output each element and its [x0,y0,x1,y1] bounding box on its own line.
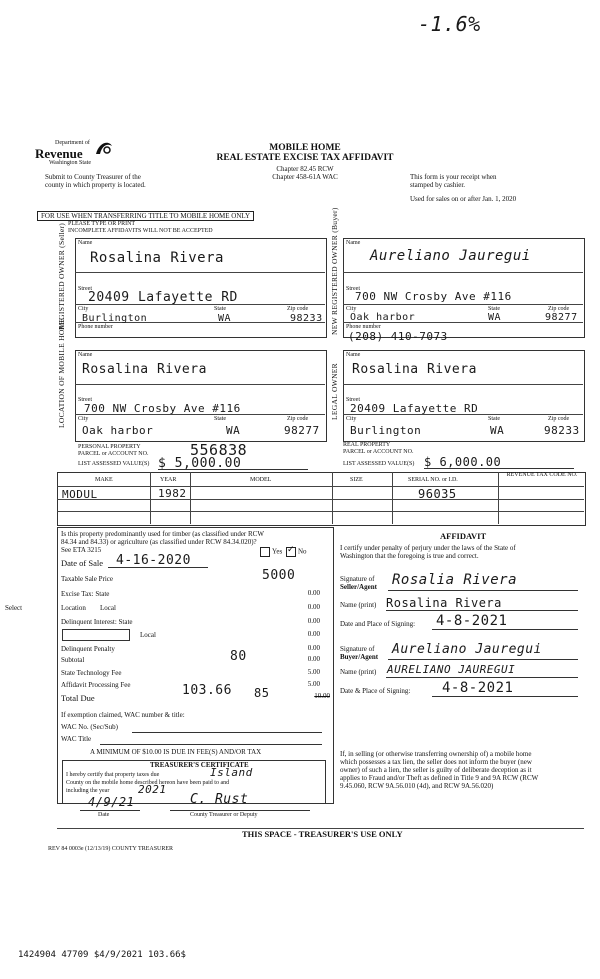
buyer-phone-label: Phone number [346,324,381,330]
legal-city-label: City [346,416,357,422]
logo-line-1: Department of [55,140,90,146]
seller-zip-label: Zip code [287,306,309,312]
location-zip: 98277 [284,424,320,437]
buyer-zip: 98277 [545,312,578,323]
delinquent-interest-local-value: 0.00 [307,630,320,638]
fraud-line-4: applies to Fraud and/or Theft as defined in Title 9 and 9A RCW (RCW [340,774,539,782]
treasurer-signature: C. Rust [190,792,249,807]
title-line-1: MOBILE HOME [269,143,341,153]
buyer-phone: (208) 410-7073 [348,330,448,343]
cashier-receipt-stamp: 1424904 47709 $4/9/2021 103.66$ [18,950,186,960]
total-due-label: Total Due [61,693,95,703]
buyer-zip-label: Zip code [548,306,570,312]
buyer-sig-label-1: Signature of [340,645,375,653]
select-label: Select [5,604,23,612]
seller-name-label: Name [78,240,93,246]
personal-property-line-2: PARCEL or ACCOUNT NO. [78,451,149,457]
fraud-notice [340,750,585,790]
buyer-state-label: State [488,306,500,312]
wac-title-label: WAC Title [61,735,92,743]
timber-question [61,530,264,554]
receipt-line-2: stamped by cashier. [410,181,466,189]
revenue-swoosh-icon [93,140,115,158]
buyer-date-place-label: Date & Place of Signing: [340,687,411,695]
location-street-label: Street [78,397,92,403]
legal-zip: 98233 [544,424,580,437]
seller-date-place-label: Date and Place of Signing: [340,620,416,628]
technology-fee-value: 5.00 [307,668,320,676]
chapter-1: Chapter 82.45 RCW [276,165,334,173]
treasurer-date-label: Date [98,812,110,818]
treasurer-county: Island [210,766,253,779]
timber-line-3: See ETA 3215 [61,546,102,554]
buyer-street: 700 NW Crosby Ave #116 [355,290,512,303]
wac-number-label: WAC No. (Sec/Sub) [61,723,118,731]
treasurer-title: TREASURER'S CERTIFICATE [150,761,249,769]
form-title [200,143,410,181]
dor-logo [35,140,125,167]
used-for-note: Used for sales on or after Jan. 1, 2020 [410,195,517,203]
table-header-make: MAKE [95,477,113,483]
seller-city-label: City [78,306,89,312]
real-assessed-label: LIST ASSESSED VALUE(S) [343,461,415,467]
seller-signing-date: 4-8-2021 [436,613,508,629]
form-revision-footer: REV 84 0003e (12/13/19) COUNTY TREASURER [48,846,174,852]
legal-side-label: LEGAL OWNER [330,363,339,420]
real-assessed-value: $ 6,000.00 [424,455,502,469]
buyer-print-name: AURELIANO JAUREGUI [387,663,516,676]
personal-assessed-label: LIST ASSESSED VALUE(S) [78,461,150,467]
seller-sig-label-1: Signature of [340,575,375,583]
buyer-street-label: Street [346,286,360,292]
timber-options [258,547,307,557]
logo-line-3: Washington State [49,160,92,166]
buyer-signing-date: 4-8-2021 [442,680,514,696]
legal-name-label: Name [346,352,361,358]
real-property-label [343,442,413,456]
personal-parcel-number: 556838 [190,441,248,459]
seller-street: 20409 Lafayette RD [88,290,238,305]
handwritten-percent-annotation: -1.6% [418,12,481,36]
affidavit-line-2: Washington that the foregoing is true and correct. [340,552,479,560]
timber-line-1: Is this property predominantly used for timber (as classified under RCW [61,530,264,538]
location-city-label: City [78,416,89,422]
buyer-name-signature: Aureliano Jauregui [370,248,531,264]
buyer-signature-label [340,645,378,661]
excise-local-label: Local [100,604,116,612]
receipt-note [410,173,516,203]
title-line-2: REAL ESTATE EXCISE TAX AFFIDAVIT [216,153,394,163]
excise-state-value: 0.00 [307,589,320,597]
delinquent-interest-local-label: Local [140,631,156,639]
seller-phone-label: Phone number [78,324,113,330]
buyer-city-label: City [346,306,357,312]
fraud-line-3: owner) of such a lien, the seller is guilty of deliberate deception as it [340,766,532,774]
legal-street-label: Street [346,397,360,403]
delinquent-interest-state-label: Delinquent Interest: State [61,618,133,626]
location-state: WA [226,424,241,437]
personal-property-label [78,444,148,458]
table-cell-year: 1982 [158,487,187,500]
legal-street: 20409 Lafayette RD [350,402,479,415]
seller-print-name: Rosalina Rivera [386,596,502,610]
treasurer-line-2: County on the mobile home described hereon have been paid to and [66,780,230,786]
exemption-label: If exemption claimed, WAC number & title: [61,711,185,719]
affidavit-statement [340,544,516,560]
seller-city: Burlington [82,313,148,324]
processing-fee-label: Affidavit Processing Fee [61,681,131,689]
excise-state-label: Excise Tax: State [61,590,110,598]
subtotal-handwritten: 80 [230,649,247,664]
seller-side-label: REGISTERED OWNER (Seller) [57,222,66,330]
seller-name: Rosalina Rivera [90,250,224,266]
taxable-sale-price: 5000 [262,568,296,583]
date-of-sale-label: Date of Sale [61,558,104,568]
fraud-line-1: If, in selling (or otherwise transferring ownership of) a mobile home [340,750,532,758]
transfer-note: FOR USE WHEN TRANSFERRING TITLE TO MOBILE HOME ONLY [37,211,254,221]
delinquent-penalty-label: Delinquent Penalty [61,645,115,653]
delinquent-interest-state-value: 0.00 [307,617,320,625]
type-note-1: PLEASE TYPE OR PRINT [68,221,136,227]
treasurer-line-1: I hereby certify that property taxes due [66,772,160,778]
legal-state-label: State [488,416,500,422]
local-code-input[interactable] [62,629,130,641]
timber-no-label: No [297,547,307,556]
total-due-handwritten: 103.66 [182,683,232,698]
date-of-sale: 4-16-2020 [116,553,191,568]
buyer-name-label: Name [346,240,361,246]
treasurer-use-only: THIS SPACE - TREASURER'S USE ONLY [242,829,403,839]
legal-state: WA [490,424,505,437]
logo-line-2: Revenue [35,146,83,161]
receipt-line-1: This form is your receipt when [410,173,497,181]
affidavit-line-1: I certify under penalty of perjury under the laws of the State of [340,544,516,552]
technology-fee-label: State Technology Fee [61,669,122,677]
timber-no-checkbox[interactable] [286,547,296,557]
taxable-sale-price-label: Taxable Sale Price [61,575,113,583]
treasurer-line-3: including the year [66,788,110,794]
table-cell-serial: 96035 [418,487,457,501]
treasurer-year: 2021 [138,783,167,796]
affidavit-title: AFFIDAVIT [440,531,487,541]
location-zip-label: Zip code [287,416,309,422]
location-city: Oak harbor [82,424,154,437]
submit-line-1: Submit to County Treasurer of the [45,173,141,181]
table-cell-make: MODUL [62,488,98,501]
treasurer-signature-label: County Treasurer or Deputy [190,812,258,818]
timber-yes-label: Yes [272,547,283,556]
location-name: Rosalina Rivera [82,362,207,377]
location-name-label: Name [78,352,93,358]
seller-signature-label [340,575,377,591]
fraud-line-2: which possesses a tax lien, the seller does not inform the buyer (new [340,758,532,766]
table-header-year: YEAR [160,477,177,483]
location-street: 700 NW Crosby Ave #116 [84,402,241,415]
personal-assessed-value: $ 5,000.00 [158,456,242,471]
table-header-serial: SERIAL NO. or I.D. [408,477,458,483]
seller-zip: 98233 [290,313,323,324]
excise-location-label: Location [61,604,86,612]
real-property-line-1: REAL PROPERTY [343,442,391,448]
legal-zip-label: Zip code [548,416,570,422]
table-header-size: SIZE [350,477,363,483]
buyer-signature: Aureliano Jauregui [392,642,542,657]
buyer-city: Oak harbor [350,312,416,323]
treasurer-date: 4/9/21 [88,795,135,809]
submit-line-2: county in which property is located. [45,181,146,189]
chapter-2: Chapter 458-61A WAC [272,173,338,181]
buyer-side-label: NEW REGISTERED OWNER (Buyer) [330,207,339,335]
delinquent-penalty-value: 0.00 [307,644,320,652]
processing-fee-value: 5.00 [307,680,320,688]
submit-note [45,173,146,189]
seller-state-label: State [214,306,226,312]
buyer-state: WA [488,312,502,323]
table-header-revenue-code: REVENUE TAX CODE NO. [506,472,578,478]
fee-handwritten: 85 [254,686,270,700]
real-property-line-2: PARCEL or ACCOUNT NO. [343,449,414,455]
timber-yes-checkbox[interactable] [260,547,270,557]
seller-state: WA [218,313,232,324]
location-side-label: LOCATION OF MOBILE HOME [57,317,66,428]
table-header-model: MODEL [250,477,272,483]
subtotal-label: Subtotal [61,656,85,664]
legal-name: Rosalina Rivera [352,362,477,377]
seller-street-label: Street [78,286,92,292]
fraud-line-5: 9.45.060, RCW 9A.56.010 (4d), and RCW 9A.56.020) [340,782,494,790]
personal-property-line-1: PERSONAL PROPERTY [78,444,141,450]
type-note-2: INCOMPLETE AFFIDAVITS WILL NOT BE ACCEPTED [68,228,213,234]
minimum-due-note: A MINIMUM OF $10.00 IS DUE IN FEE(S) AND/OR TAX [90,748,262,756]
subtotal-value: 0.00 [307,655,320,663]
buyer-sig-label-2: Buyer/Agent [340,653,379,661]
total-due-value: 10.00 [314,692,330,700]
seller-print-label: Name (print) [340,601,377,609]
seller-sig-label-2: Seller/Agent [340,583,377,591]
timber-line-2: 84.34 and 84.33) or agriculture (as classified under RCW 84.34.020)? [61,538,257,546]
seller-signature: Rosalia Rivera [392,572,518,588]
excise-local-value: 0.00 [307,603,320,611]
location-state-label: State [214,416,226,422]
legal-city: Burlington [350,424,422,437]
buyer-print-label: Name (print) [340,668,377,676]
